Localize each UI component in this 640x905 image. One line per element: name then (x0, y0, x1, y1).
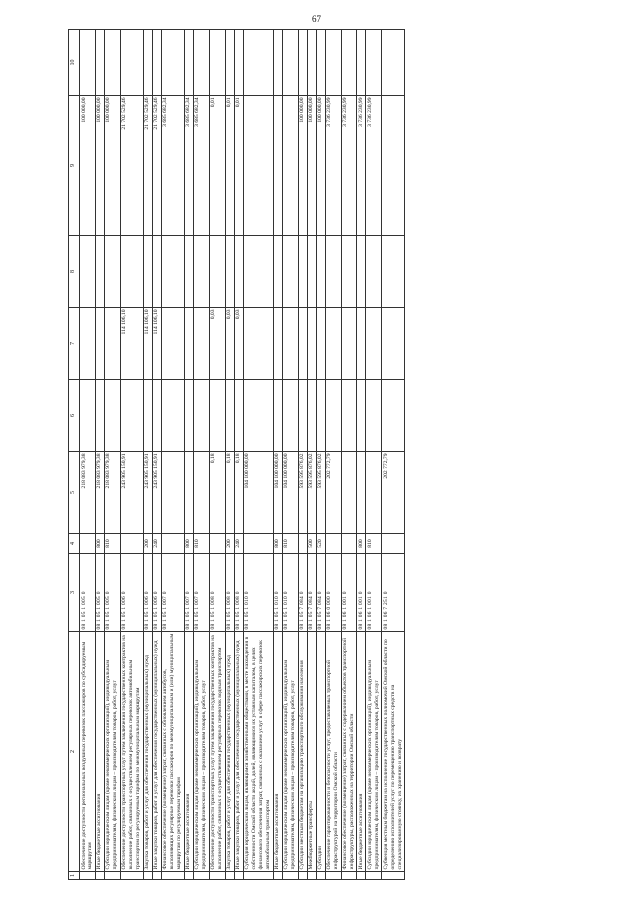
target-article-cell: 08 1 06 1 001 0 (357, 554, 366, 632)
amount-cell (80, 236, 96, 308)
amount-cell (209, 380, 225, 452)
amount-cell: 100 000,00 (80, 96, 96, 236)
amount-cell (366, 452, 382, 534)
amount-cell (209, 236, 225, 308)
amount-cell: 0,18 (225, 452, 234, 534)
amount-cell: 202 772,79 (382, 452, 405, 534)
amount-cell (95, 236, 104, 308)
amount-cell (357, 30, 366, 96)
amount-cell (193, 452, 209, 534)
amount-cell (193, 380, 209, 452)
item-name-cell: Иные бюджетные ассигнования (95, 632, 104, 872)
item-name-cell: Финансовое обеспечение (возмещение) затрат, связанных с обновлением автобусов, выполняющих регулярные перевозки пассажиров по межмуниципальным и (или) муниципальным маршрутам по регулируемым тарифам (161, 632, 184, 872)
item-name-cell: Обеспечение доступности региональных воздушных перевозок пассажиров по субсидируемым маршрутам (80, 632, 96, 872)
amount-cell (325, 30, 341, 96)
amount-cell: 593 595 876,02 (307, 452, 316, 534)
amount-cell (282, 96, 298, 236)
header-cell: 8 (69, 236, 80, 308)
amount-cell: 218 083 979,38 (95, 452, 104, 534)
target-article-cell: 08 1 05 1 008 0 (234, 554, 243, 632)
table-row (325, 30, 341, 880)
amount-cell: 100 000,00 (104, 96, 120, 236)
amount-cell: 21 702 529,46 (152, 96, 161, 236)
target-article-cell: 08 1 05 1 010 0 (243, 554, 273, 632)
row-number-cell (152, 872, 161, 880)
row-number-cell (366, 872, 382, 880)
expense-type-cell (161, 534, 184, 554)
page-number: 67 (312, 14, 321, 24)
row-number-cell (104, 872, 120, 880)
amount-cell (316, 308, 325, 380)
amount-cell (341, 380, 357, 452)
amount-cell (282, 380, 298, 452)
amount-cell: 593 595 876,02 (316, 452, 325, 534)
amount-cell (104, 380, 120, 452)
expense-type-cell: 500 (307, 534, 316, 554)
amount-cell (273, 96, 282, 236)
amount-cell (80, 308, 96, 380)
expense-type-cell (325, 534, 341, 554)
amount-cell (152, 30, 161, 96)
expense-type-cell: 810 (104, 534, 120, 554)
amount-cell (234, 236, 243, 308)
amount-cell (193, 30, 209, 96)
header-cell: 7 (69, 308, 80, 380)
expense-type-cell: 800 (273, 534, 282, 554)
amount-cell: 0,03 (209, 308, 225, 380)
amount-cell: 0,01 (234, 96, 243, 236)
amount-cell (382, 380, 405, 452)
item-name-cell: Межбюджетные трансферты (307, 632, 316, 872)
amount-cell (282, 30, 298, 96)
item-name-cell: Субсидии юридическим лицам (кроме некоммерческих организаций), индивидуальным предпринимателям, физическим лицам – производителям товаров, работ, услуг (193, 632, 209, 872)
target-article-cell: 08 1 05 1 007 0 (193, 554, 209, 632)
table-row (193, 30, 209, 880)
item-name-cell: Субсидии местным бюджетам на организацию транспортного обслуживания населения (298, 632, 307, 872)
amount-cell (357, 452, 366, 534)
expense-type-cell (243, 534, 273, 554)
amount-cell (143, 380, 152, 452)
amount-cell: 243 905 150,91 (143, 452, 152, 534)
row-number-cell (298, 872, 307, 880)
row-number-cell (161, 872, 184, 880)
target-article-cell: 08 1 05 1 005 0 (95, 554, 104, 632)
item-name-cell: Субсидии юридическим лицам (кроме некоммерческих организаций), индивидуальным предпринимателям, физическим лицам – производителям товаров, работ, услуг (104, 632, 120, 872)
amount-cell (225, 30, 234, 96)
expense-type-cell (382, 534, 405, 554)
item-name-cell: Иные бюджетные ассигнования (357, 632, 366, 872)
row-number-cell (282, 872, 298, 880)
amount-cell (193, 236, 209, 308)
amount-cell (152, 236, 161, 308)
amount-cell (161, 452, 184, 534)
amount-cell: 0,03 (234, 308, 243, 380)
header-cell: 1 (69, 872, 80, 880)
amount-cell (120, 30, 143, 96)
item-name-cell: Обеспечение доступности транспортных услуг путем заключения государственных контрактов на выполнение работ, связанных с осуществлением регулярных перевозок автомобильным транспортом по регулируемым тарифам по межмуниципальным маршрутам (120, 632, 143, 872)
item-name-cell: Закупка товаров, работ и услуг для обеспечения государственных (муниципальных) нужд (225, 632, 234, 872)
table-row (225, 30, 234, 880)
amount-cell (243, 308, 273, 380)
expense-type-cell: 810 (366, 534, 382, 554)
row-number-cell (234, 872, 243, 880)
amount-cell (104, 236, 120, 308)
row-number-cell (357, 872, 366, 880)
amount-cell (243, 380, 273, 452)
amount-cell (143, 236, 152, 308)
amount-cell: 100 000,00 (298, 96, 307, 236)
amount-cell: 114 106,10 (120, 308, 143, 380)
table-row (316, 30, 325, 880)
item-name-cell: Обеспечение гарантированности и безопасности услуг, предоставляемых транспортной инфраструктурой на территории Омской области (325, 632, 341, 872)
amount-cell (243, 96, 273, 236)
expense-type-cell: 200 (225, 534, 234, 554)
amount-cell (161, 308, 184, 380)
item-name-cell: Иные бюджетные ассигнования (184, 632, 193, 872)
amount-cell: 0,01 (225, 96, 234, 236)
table-row (161, 30, 184, 880)
amount-cell (341, 236, 357, 308)
row-number-cell (80, 872, 96, 880)
amount-cell: 100 000,00 (307, 96, 316, 236)
header-cell: 9 (69, 96, 80, 236)
amount-cell: 3 736 230,99 (366, 96, 382, 236)
table-row (298, 30, 307, 880)
amount-cell (184, 236, 193, 308)
row-number-cell (307, 872, 316, 880)
header-cell: 2 (69, 632, 80, 872)
item-name-cell: Финансовое обеспечение (возмещение) затрат, связанных с содержанием объектов транспортной инфраструктуры, расположенных на территории Омской области (341, 632, 357, 872)
table-row (234, 30, 243, 880)
table-row (357, 30, 366, 880)
item-name-cell: Иные бюджетные ассигнования (273, 632, 282, 872)
amount-cell (95, 30, 104, 96)
amount-cell: 0,18 (234, 452, 243, 534)
item-name-cell: Обеспечение доступности транспортных услуг путем заключения государственных контрактов на выполнение работ, связанных с осуществлением регулярных перевозок водным транспортом (209, 632, 225, 872)
amount-cell (95, 308, 104, 380)
target-article-cell: 08 1 05 7 084 0 (307, 554, 316, 632)
amount-cell (382, 308, 405, 380)
header-cell: 6 (69, 380, 80, 452)
amount-cell (225, 236, 234, 308)
amount-cell (282, 236, 298, 308)
amount-cell (382, 30, 405, 96)
target-article-cell: 08 1 05 1 006 0 (143, 554, 152, 632)
amount-cell (341, 30, 357, 96)
table-row (341, 30, 357, 880)
amount-cell (366, 308, 382, 380)
amount-cell: 100 000,00 (95, 96, 104, 236)
amount-cell (104, 30, 120, 96)
table-row (366, 30, 382, 880)
amount-cell (184, 30, 193, 96)
amount-cell (273, 380, 282, 452)
amount-cell: 3 736 230,99 (357, 96, 366, 236)
amount-cell (325, 308, 341, 380)
amount-cell (104, 308, 120, 380)
amount-cell (307, 380, 316, 452)
target-article-cell: 08 1 05 1 008 0 (209, 554, 225, 632)
amount-cell: 104 100 000,00 (243, 452, 273, 534)
amount-cell (152, 380, 161, 452)
amount-cell (184, 308, 193, 380)
target-article-cell: 08 1 06 1 001 0 (366, 554, 382, 632)
table-row (104, 30, 120, 880)
amount-cell (143, 30, 152, 96)
amount-cell (316, 236, 325, 308)
amount-cell (298, 30, 307, 96)
amount-cell: 3 736 230,99 (325, 96, 341, 236)
amount-cell (161, 236, 184, 308)
amount-cell (161, 380, 184, 452)
amount-cell: 593 595 876,02 (298, 452, 307, 534)
table-row (95, 30, 104, 880)
target-article-cell: 08 1 05 1 007 0 (184, 554, 193, 632)
amount-cell (209, 30, 225, 96)
amount-cell (341, 452, 357, 534)
row-number-cell (225, 872, 234, 880)
target-article-cell: 08 1 05 7 084 0 (298, 554, 307, 632)
amount-cell: 218 083 979,38 (104, 452, 120, 534)
target-article-cell: 08 1 05 1 006 0 (152, 554, 161, 632)
amount-cell (366, 380, 382, 452)
row-number-cell (316, 872, 325, 880)
item-name-cell: Закупка товаров, работ и услуг для обеспечения государственных (муниципальных) нужд (143, 632, 152, 872)
expense-type-cell: 800 (95, 534, 104, 554)
amount-cell (161, 30, 184, 96)
table-row (80, 30, 96, 880)
amount-cell: 3 685 682,34 (193, 96, 209, 236)
amount-cell (382, 236, 405, 308)
item-name-cell: Субсидия юридическим лицам, являющимся хозяйственными обществами, в месте нахождения в собственности Омской области акций, долей, являющимися их уставным капиталом, в целях финансового обеспечения затрат, связанных с оказанием услуг в сфере пассажирских перевозок автомобильным транспортом (243, 632, 273, 872)
expense-type-cell: 520 (316, 534, 325, 554)
amount-cell (298, 236, 307, 308)
target-article-cell: 08 1 05 1 010 0 (273, 554, 282, 632)
amount-cell: 21 702 529,46 (143, 96, 152, 236)
amount-cell (325, 380, 341, 452)
amount-cell (307, 308, 316, 380)
target-article-cell: 08 1 05 1 006 0 (120, 554, 143, 632)
header-cell: 4 (69, 534, 80, 554)
table-row (209, 30, 225, 880)
amount-cell (80, 30, 96, 96)
row-number-cell (143, 872, 152, 880)
table-row (243, 30, 273, 880)
expense-type-cell: 240 (234, 534, 243, 554)
header-cell: 3 (69, 554, 80, 632)
table-row (382, 30, 405, 880)
amount-cell (316, 30, 325, 96)
amount-cell: 243 905 150,91 (152, 452, 161, 534)
item-name-cell: Субвенция местным бюджетам на исполнение государственных полномочий Омской области по определению исполнителей услуг по перемещению транспортных средств на специализированную стоянку, их хранению и возврату (382, 632, 405, 872)
header-cell: 5 (69, 452, 80, 534)
target-article-cell: 08 1 05 1 007 0 (161, 554, 184, 632)
target-article-cell: 08 1 05 1 005 0 (80, 554, 96, 632)
amount-cell (243, 30, 273, 96)
table-row (282, 30, 298, 880)
amount-cell (80, 380, 96, 452)
amount-cell (307, 30, 316, 96)
amount-cell: 243 905 150,91 (120, 452, 143, 534)
expense-type-cell: 800 (184, 534, 193, 554)
table-row (120, 30, 143, 880)
amount-cell (282, 308, 298, 380)
expense-type-cell (341, 534, 357, 554)
amount-cell (357, 236, 366, 308)
amount-cell (366, 236, 382, 308)
amount-cell: 114 106,10 (152, 308, 161, 380)
expense-type-cell (120, 534, 143, 554)
item-name-cell: Иные закупки товаров, работ и услуг для обеспечения государственных (муниципальных) нужд (152, 632, 161, 872)
row-number-cell (243, 872, 273, 880)
target-article-cell: 08 1 05 1 005 0 (104, 554, 120, 632)
budget-table (68, 29, 405, 880)
amount-cell (366, 30, 382, 96)
amount-cell: 21 702 529,46 (120, 96, 143, 236)
expense-type-cell (80, 534, 96, 554)
table-row (184, 30, 193, 880)
amount-cell (234, 30, 243, 96)
row-number-cell (341, 872, 357, 880)
amount-cell: 0,01 (209, 96, 225, 236)
expense-type-cell: 810 (193, 534, 209, 554)
header-row (69, 30, 80, 880)
amount-cell (120, 380, 143, 452)
amount-cell: 104 100 000,00 (282, 452, 298, 534)
rotated-table-page (68, 30, 568, 880)
item-name-cell: Субсидии юридическим лицам (кроме некоммерческих организаций), индивидуальным предпринимателям, физическим лицам – производителям товаров, работ, услуг (366, 632, 382, 872)
target-article-cell: 08 1 05 1 008 0 (225, 554, 234, 632)
expense-type-cell: 240 (152, 534, 161, 554)
amount-cell (95, 380, 104, 452)
amount-cell: 3 685 682,34 (161, 96, 184, 236)
table-body (80, 30, 405, 880)
row-number-cell (325, 872, 341, 880)
amount-cell: 202 772,79 (325, 452, 341, 534)
amount-cell (120, 236, 143, 308)
amount-cell: 100 000,00 (316, 96, 325, 236)
table-row (152, 30, 161, 880)
row-number-cell (193, 872, 209, 880)
expense-type-cell: 800 (357, 534, 366, 554)
amount-cell (298, 308, 307, 380)
row-number-cell (120, 872, 143, 880)
header-cell: 10 (69, 30, 80, 96)
row-number-cell (209, 872, 225, 880)
amount-cell (298, 380, 307, 452)
amount-cell (382, 96, 405, 236)
target-article-cell: 08 1 06 7 251 0 (382, 554, 405, 632)
amount-cell: 218 083 979,38 (80, 452, 96, 534)
amount-cell (193, 308, 209, 380)
amount-cell (357, 380, 366, 452)
expense-type-cell: 810 (282, 534, 298, 554)
table-row (273, 30, 282, 880)
amount-cell: 114 106,10 (143, 308, 152, 380)
amount-cell (243, 236, 273, 308)
amount-cell: 0,18 (209, 452, 225, 534)
amount-cell (341, 308, 357, 380)
amount-cell (357, 308, 366, 380)
item-name-cell: Субсидии (316, 632, 325, 872)
expense-type-cell: 200 (143, 534, 152, 554)
row-number-cell (382, 872, 405, 880)
target-article-cell: 08 1 06 0 000 0 (325, 554, 341, 632)
amount-cell: 3 685 682,34 (184, 96, 193, 236)
amount-cell (307, 236, 316, 308)
amount-cell (225, 380, 234, 452)
target-article-cell: 08 1 05 7 084 0 (316, 554, 325, 632)
table-row (143, 30, 152, 880)
amount-cell (234, 380, 243, 452)
item-name-cell: Субсидии юридическим лицам (кроме некоммерческих организаций), индивидуальным предпринимателям, физическим лицам – производителям товаров, работ, услуг (282, 632, 298, 872)
expense-type-cell (298, 534, 307, 554)
amount-cell (273, 30, 282, 96)
target-article-cell: 08 1 06 1 001 0 (341, 554, 357, 632)
target-article-cell: 08 1 05 1 010 0 (282, 554, 298, 632)
amount-cell (273, 236, 282, 308)
row-number-cell (184, 872, 193, 880)
amount-cell: 3 736 230,99 (341, 96, 357, 236)
table-row (307, 30, 316, 880)
expense-type-cell (209, 534, 225, 554)
amount-cell: 104 100 000,00 (273, 452, 282, 534)
amount-cell (273, 308, 282, 380)
amount-cell (184, 452, 193, 534)
item-name-cell: Иные закупки товаров, работ и услуг для обеспечения государственных (муниципальных) нужд (234, 632, 243, 872)
amount-cell (184, 380, 193, 452)
amount-cell (316, 380, 325, 452)
amount-cell (325, 236, 341, 308)
row-number-cell (95, 872, 104, 880)
row-number-cell (273, 872, 282, 880)
amount-cell: 0,03 (225, 308, 234, 380)
